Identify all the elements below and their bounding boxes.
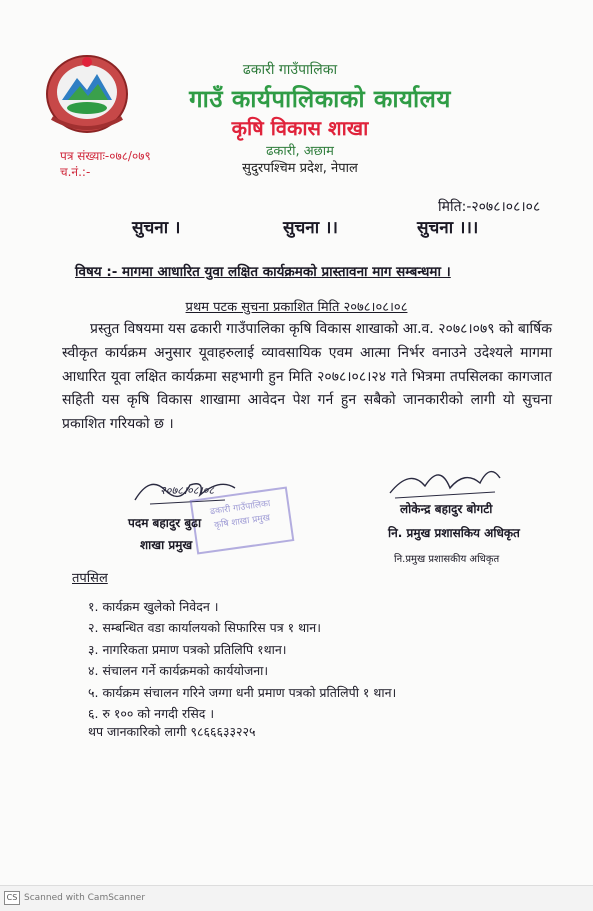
camscanner-icon: CS [4,891,20,905]
notice-heading-1: सुचना । [132,218,181,238]
scanner-watermark [4,891,145,905]
notice-heading-2: सुचना ।। [283,218,338,238]
first-publication-line: प्रथम पटक सुचना प्रकाशित मिति २०७८।०८।०८ [185,300,408,315]
list-item: ५. कार्यक्रम संचालन गरिने जग्गा धनी प्रमाण पत्रको प्रतिलिपी १ थान। [88,684,397,700]
body-paragraph: प्रस्तुत विषयमा यस ढकारी गाउँपालिका कृषि विकास शाखाको आ.व. २०७८।०७९ को बार्षिक स्वीकृत कार्यक्रम अनुसार यूवाहरुलाई व्यावसायिक एवम आत्मा निर्भर वनाउने उदेश्यले मागमा आधारित यूवा लक्षित कार्यक्रमा सहभागी हुन मिति २०७८।०८।२४ गते भित्रमा तपसिलका कागजात सहिती यस कृषि विकास शाखामा आवेदन पेश गर्न हुन सबैको जानकारीको लागी यो सुचना प्रकाशित गरियको छ । [62,321,552,433]
list-item: ३. नागरिकता प्रमाण पत्रको प्रतिलिपि १थान। [88,641,287,657]
stamp-line-2: कृषि शाखा प्रमुख [213,513,271,531]
right-signatory-title: नि. प्रमुख प्रशासकिय अधिकृत [388,526,520,540]
left-signatory-name: पदम बहादुर बुढा [128,516,202,530]
scanner-label: Scanned with CamScanner [24,893,146,903]
address-line-2: सुदुरपश्चिम प्रदेश, नेपाल [242,161,358,176]
contact-line: थप जानकारिको लागी ९८६६६३३२२५ [88,724,256,739]
village-name: ढकारी गाउँपालिका [242,62,338,78]
right-signatory-subtitle: नि.प्रमुख प्रशासकीय अधिकृत [394,554,500,565]
dispatch-number: च.नं.:- [60,165,91,179]
list-item: १. कार्यक्रम खुलेको निवेदन । [88,599,219,614]
branch-title: कृषि विकास शाखा [231,116,369,140]
letter-number: पत्र संख्याः-०७८/०७९ [60,149,151,163]
subject-line: विषय :- मागमा आधारित युवा लक्षित कार्यक्रमको प्रास्तावना माग सम्बन्धमा । [75,264,451,280]
list-item: ६. रु १०० को नगदी रसिद । [88,705,215,721]
tapasil-heading: तपसिल [72,571,108,586]
office-title: गाउँ कार्यपालिकाको कार्यालय [189,85,451,113]
nepal-emblem-icon [42,50,132,138]
notice-heading-3: सुचना ।।। [417,218,479,238]
right-signatory-name: लोकेन्द्र बहादुर बोगटी [400,502,493,516]
document-date: मिति:-२०७८।०८।०८ [438,199,541,215]
address-line-1: ढकारी, अछाम [266,144,334,159]
list-item: ४. संचालन गर्ने कार्यक्रमको कार्ययोजना। [88,663,269,679]
left-signatory-title: शाखा प्रमुख [140,538,193,552]
list-item: २. सम्बन्धित वडा कार्यालयको सिफारिस पत्र १ थान। [88,620,321,636]
requirements-list [88,596,396,724]
handwritten-date: २०७८।०८।०८ [160,484,215,497]
stamp-line-1: ढकारी गाउँपालिका [209,498,271,518]
right-signature-icon [385,458,505,503]
